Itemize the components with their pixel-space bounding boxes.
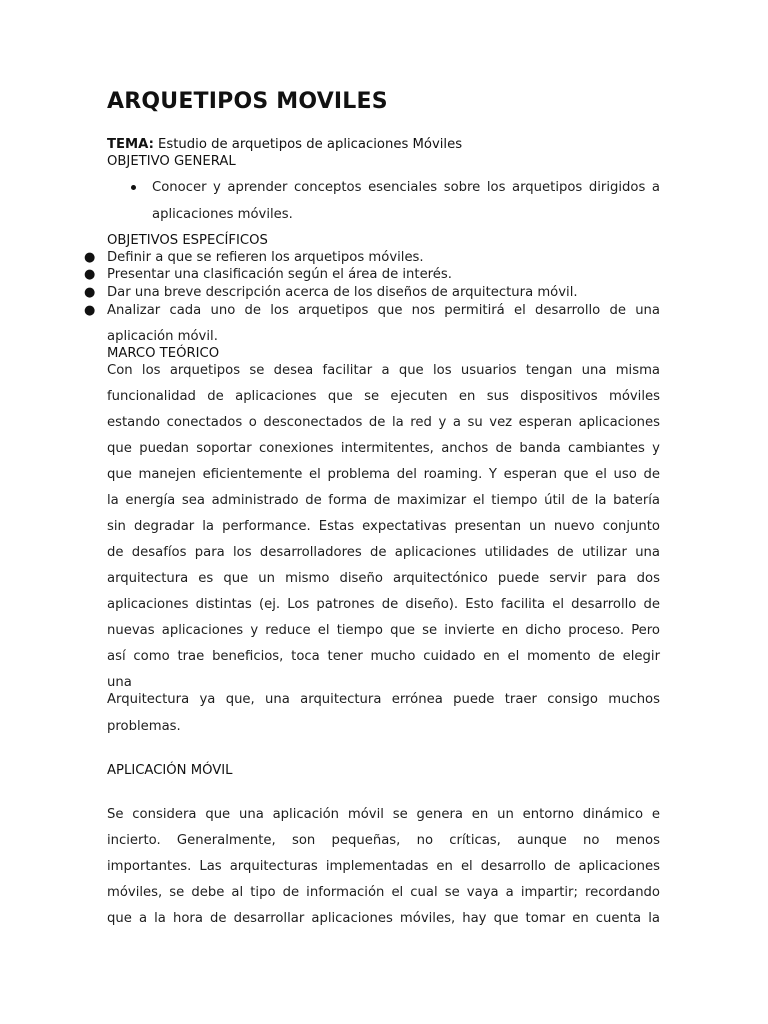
tema-label: TEMA: bbox=[107, 137, 154, 152]
paragraph-line: Con los arquetipos se desea facilitar a que los usuarios tengan una misma bbox=[107, 363, 660, 378]
objetivo-general-line-2: aplicaciones móviles. bbox=[152, 207, 293, 222]
objetivo-general-heading: OBJETIVO GENERAL bbox=[107, 154, 236, 169]
objetivo-especifico-text: Dar una breve descripción acerca de los diseños de arquitectura móvil. bbox=[107, 285, 578, 300]
bullet-icon: ● bbox=[84, 250, 96, 265]
paragraph-line: incierto. Generalmente, son pequeñas, no críticas, aunque no menos bbox=[107, 833, 660, 848]
paragraph-line: que puedan soportar conexiones intermitentes, anchos de banda cambiantes y bbox=[107, 441, 660, 456]
objetivo-especifico-text: Presentar una clasificación según el área de interés. bbox=[107, 267, 452, 282]
bullet-icon: ● bbox=[84, 267, 96, 282]
paragraph-line: así como trae beneficios, toca tener mucho cuidado en el momento de elegir bbox=[107, 649, 660, 664]
tema-text: Estudio de arquetipos de aplicaciones Móviles bbox=[153, 137, 463, 152]
bullet-icon: ● bbox=[84, 303, 96, 318]
objetivo-general-line-1: Conocer y aprender conceptos esenciales sobre los arquetipos dirigidos a bbox=[152, 180, 660, 195]
paragraph-line: aplicaciones distintas (ej. Los patrones de diseño). Esto facilita el desarrollo de bbox=[107, 597, 660, 612]
paragraph-line: Arquitectura ya que, una arquitectura errónea puede traer consigo muchos bbox=[107, 692, 660, 707]
bullet-icon bbox=[131, 185, 136, 190]
aplicacion-movil-heading: APLICACIÓN MÓVIL bbox=[107, 763, 233, 778]
marco-teorico-heading: MARCO TEÓRICO bbox=[107, 346, 220, 361]
paragraph-line: una bbox=[107, 675, 132, 690]
objetivo-especifico-continuation: aplicación móvil. bbox=[107, 329, 218, 344]
paragraph-line: la energía sea administrado de forma de maximizar el tiempo útil de la batería bbox=[107, 493, 660, 508]
paragraph-line: que manejen eficientemente el problema del roaming. Y esperan que el uso de bbox=[107, 467, 660, 482]
objetivos-especificos-heading: OBJETIVOS ESPECÍFICOS bbox=[107, 233, 268, 248]
paragraph-line: problemas. bbox=[107, 719, 181, 734]
objetivo-especifico-text: Definir a que se refieren los arquetipos móviles. bbox=[107, 250, 424, 265]
paragraph-line: sin degradar la performance. Estas expectativas presentan un nuevo conjunto bbox=[107, 519, 660, 534]
paragraph-line: que a la hora de desarrollar aplicaciones móviles, hay que tomar en cuenta la bbox=[107, 911, 660, 926]
paragraph-line: estando conectados o desconectados de la red y a su vez esperan aplicaciones bbox=[107, 415, 660, 430]
paragraph-line: Se considera que una aplicación móvil se genera en un entorno dinámico e bbox=[107, 807, 660, 822]
objetivo-especifico-text: Analizar cada uno de los arquetipos que nos permitirá el desarrollo de una bbox=[107, 303, 660, 318]
bullet-icon: ● bbox=[84, 285, 96, 300]
document-title: ARQUETIPOS MOVILES bbox=[107, 89, 388, 114]
paragraph-line: arquitectura es que un mismo diseño arquitectónico puede servir para dos bbox=[107, 571, 660, 586]
paragraph-line: importantes. Las arquitecturas implementadas en el desarrollo de aplicaciones bbox=[107, 859, 660, 874]
paragraph-line: de desafíos para los desarrolladores de aplicaciones utilidades de utilizar una bbox=[107, 545, 660, 560]
paragraph-line: móviles, se debe al tipo de información el cual se vaya a impartir; recordando bbox=[107, 885, 660, 900]
paragraph-line: nuevas aplicaciones y reduce el tiempo que se invierte en dicho proceso. Pero bbox=[107, 623, 660, 638]
tema-line bbox=[107, 136, 462, 153]
paragraph-line: funcionalidad de aplicaciones que se ejecuten en sus dispositivos móviles bbox=[107, 389, 660, 404]
